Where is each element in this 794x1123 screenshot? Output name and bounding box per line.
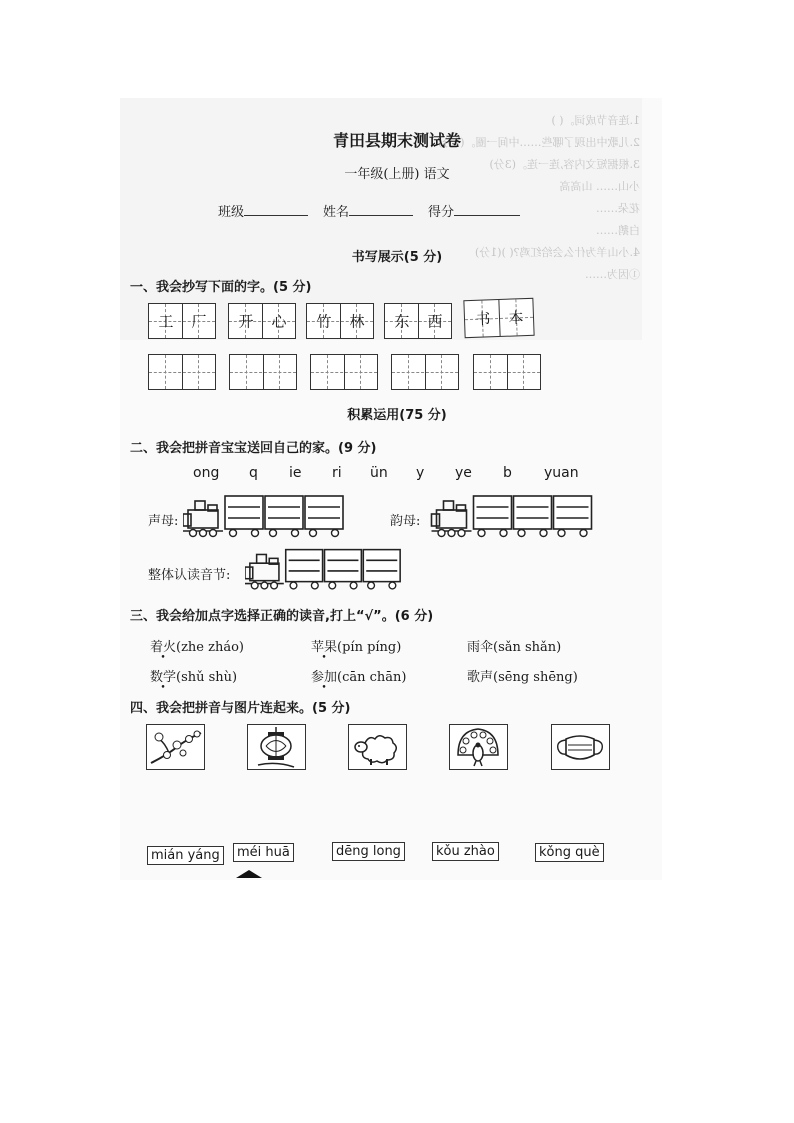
model-char: 林 [349, 312, 365, 331]
pinyin-card[interactable]: yuan [544, 465, 579, 481]
section-heading-writing: 书写展示(5 分) [351, 250, 443, 265]
picture-peacock[interactable] [449, 724, 508, 770]
bleed-line: 花朵…… [596, 202, 640, 215]
dotted-word: 雨伞 [467, 640, 494, 655]
pinyin-label-sheep[interactable]: mián yáng [147, 846, 224, 865]
page-subtitle: 一年级(上册) 语文 [344, 167, 450, 182]
model-box-3 [306, 303, 374, 339]
train-label-yunmu: 韵母: [390, 514, 421, 529]
practice-box-1[interactable] [148, 354, 216, 390]
question-2-title: 二、我会把拼音宝宝送回自己的家。(9 分) [130, 441, 377, 456]
dotted-word: 数学 [150, 670, 177, 685]
lantern-icon [248, 725, 305, 769]
picture-lantern[interactable] [247, 724, 306, 770]
reading-options[interactable]: (pín píng) [337, 640, 402, 655]
question-3-title: 三、我会给加点字选择正确的读音,打上“√”。(6 分) [130, 609, 434, 624]
pinyin-label-plum[interactable]: méi huā [233, 843, 294, 862]
mask-icon [552, 725, 609, 769]
model-char: 工 [158, 312, 174, 331]
train-label-zhengti: 整体认读音节: [148, 568, 231, 583]
model-char: 书 [475, 309, 491, 329]
pinyin-card[interactable]: y [416, 465, 425, 481]
pinyin-card[interactable]: b [503, 465, 512, 481]
bleed-line: 3.根据短文内容,连一连。(3分) [489, 158, 640, 171]
model-char: 心 [271, 312, 287, 331]
reading-options[interactable]: (cān chān) [337, 670, 407, 685]
practice-box-2[interactable] [229, 354, 297, 390]
train-shengmu[interactable] [183, 494, 348, 539]
reading-item[interactable] [150, 636, 244, 655]
bleed-line: 1.连音节成词。( ) [551, 114, 640, 127]
score-label: 得分 [428, 205, 455, 220]
class-blank[interactable] [244, 203, 308, 216]
pinyin-card[interactable]: ün [370, 465, 388, 481]
pinyin-label-peacock[interactable]: kǒng què [535, 843, 604, 862]
question-4-title: 四、我会把拼音与图片连起来。(5 分) [130, 701, 351, 716]
practice-box-3[interactable] [310, 354, 378, 390]
class-field[interactable] [218, 201, 308, 220]
bleed-line: 白鹅…… [596, 224, 640, 237]
pinyin-card[interactable]: ong [193, 465, 220, 481]
model-char: 东 [394, 312, 410, 331]
pinyin-label-mask[interactable]: kǒu zhào [432, 842, 499, 861]
model-box-4 [384, 303, 452, 339]
reading-options[interactable]: (shǔ shù) [176, 670, 238, 685]
pinyin-card[interactable]: ri [332, 465, 342, 481]
reading-item[interactable] [311, 636, 401, 655]
pinyin-card[interactable]: ie [289, 465, 302, 481]
model-char: 本 [508, 308, 524, 328]
reading-item[interactable] [467, 636, 561, 655]
picture-mask[interactable] [551, 724, 610, 770]
pinyin-label-lantern[interactable]: dēng long [332, 842, 405, 861]
pinyin-card[interactable]: ye [455, 465, 472, 481]
bleed-line: 小山…… 山高高 [559, 180, 640, 193]
reading-item[interactable] [467, 666, 578, 685]
picture-plum-blossom[interactable] [146, 724, 205, 770]
model-box-1 [148, 303, 216, 339]
train-yunmu[interactable] [424, 494, 604, 539]
dotted-word: 苹果 [311, 640, 338, 655]
dotted-word: 参加 [311, 670, 338, 685]
plum-blossom-icon [147, 725, 204, 769]
picture-sheep[interactable] [348, 724, 407, 770]
score-blank[interactable] [454, 203, 520, 216]
section-heading-practice: 积累运用(75 分) [347, 408, 447, 423]
peacock-icon [450, 725, 507, 769]
reading-item[interactable] [150, 666, 237, 685]
train-zhengti[interactable] [245, 547, 405, 592]
scroll-arrow-icon [236, 870, 262, 878]
class-label: 班级 [218, 205, 245, 220]
model-box-5 [463, 298, 534, 338]
model-char: 竹 [316, 312, 332, 331]
question-1-title: 一、我会抄写下面的字。(5 分) [130, 280, 312, 295]
bleed-line: 4.小山羊为什么会给红鸡?( )(1分) [474, 246, 640, 259]
bleed-line: 2.儿歌中出现了哪些……中间一圈。(1分) [437, 136, 640, 149]
reading-options[interactable]: (zhe zháo) [176, 640, 245, 655]
train-label-shengmu: 声母: [148, 514, 179, 529]
name-blank[interactable] [349, 203, 413, 216]
pinyin-card[interactable]: q [249, 465, 258, 481]
practice-box-5[interactable] [473, 354, 541, 390]
model-box-2 [228, 303, 296, 339]
dotted-word: 歌声 [467, 670, 494, 685]
name-label: 姓名 [323, 205, 350, 220]
sheep-icon [349, 725, 406, 769]
page-title: 青田县期末测试卷 [332, 131, 461, 150]
reading-options[interactable]: (sēng shēng) [493, 670, 578, 685]
model-char: 西 [427, 312, 443, 331]
reading-item[interactable] [311, 666, 406, 685]
name-field[interactable] [323, 201, 413, 220]
dotted-word: 着火 [150, 640, 177, 655]
score-field[interactable] [428, 201, 520, 220]
practice-box-4[interactable] [391, 354, 459, 390]
bleed-line: ①因为…… [585, 268, 640, 281]
model-char: 开 [238, 312, 254, 331]
reading-options[interactable]: (sǎn shǎn) [493, 640, 562, 655]
model-char: 厂 [191, 312, 207, 331]
